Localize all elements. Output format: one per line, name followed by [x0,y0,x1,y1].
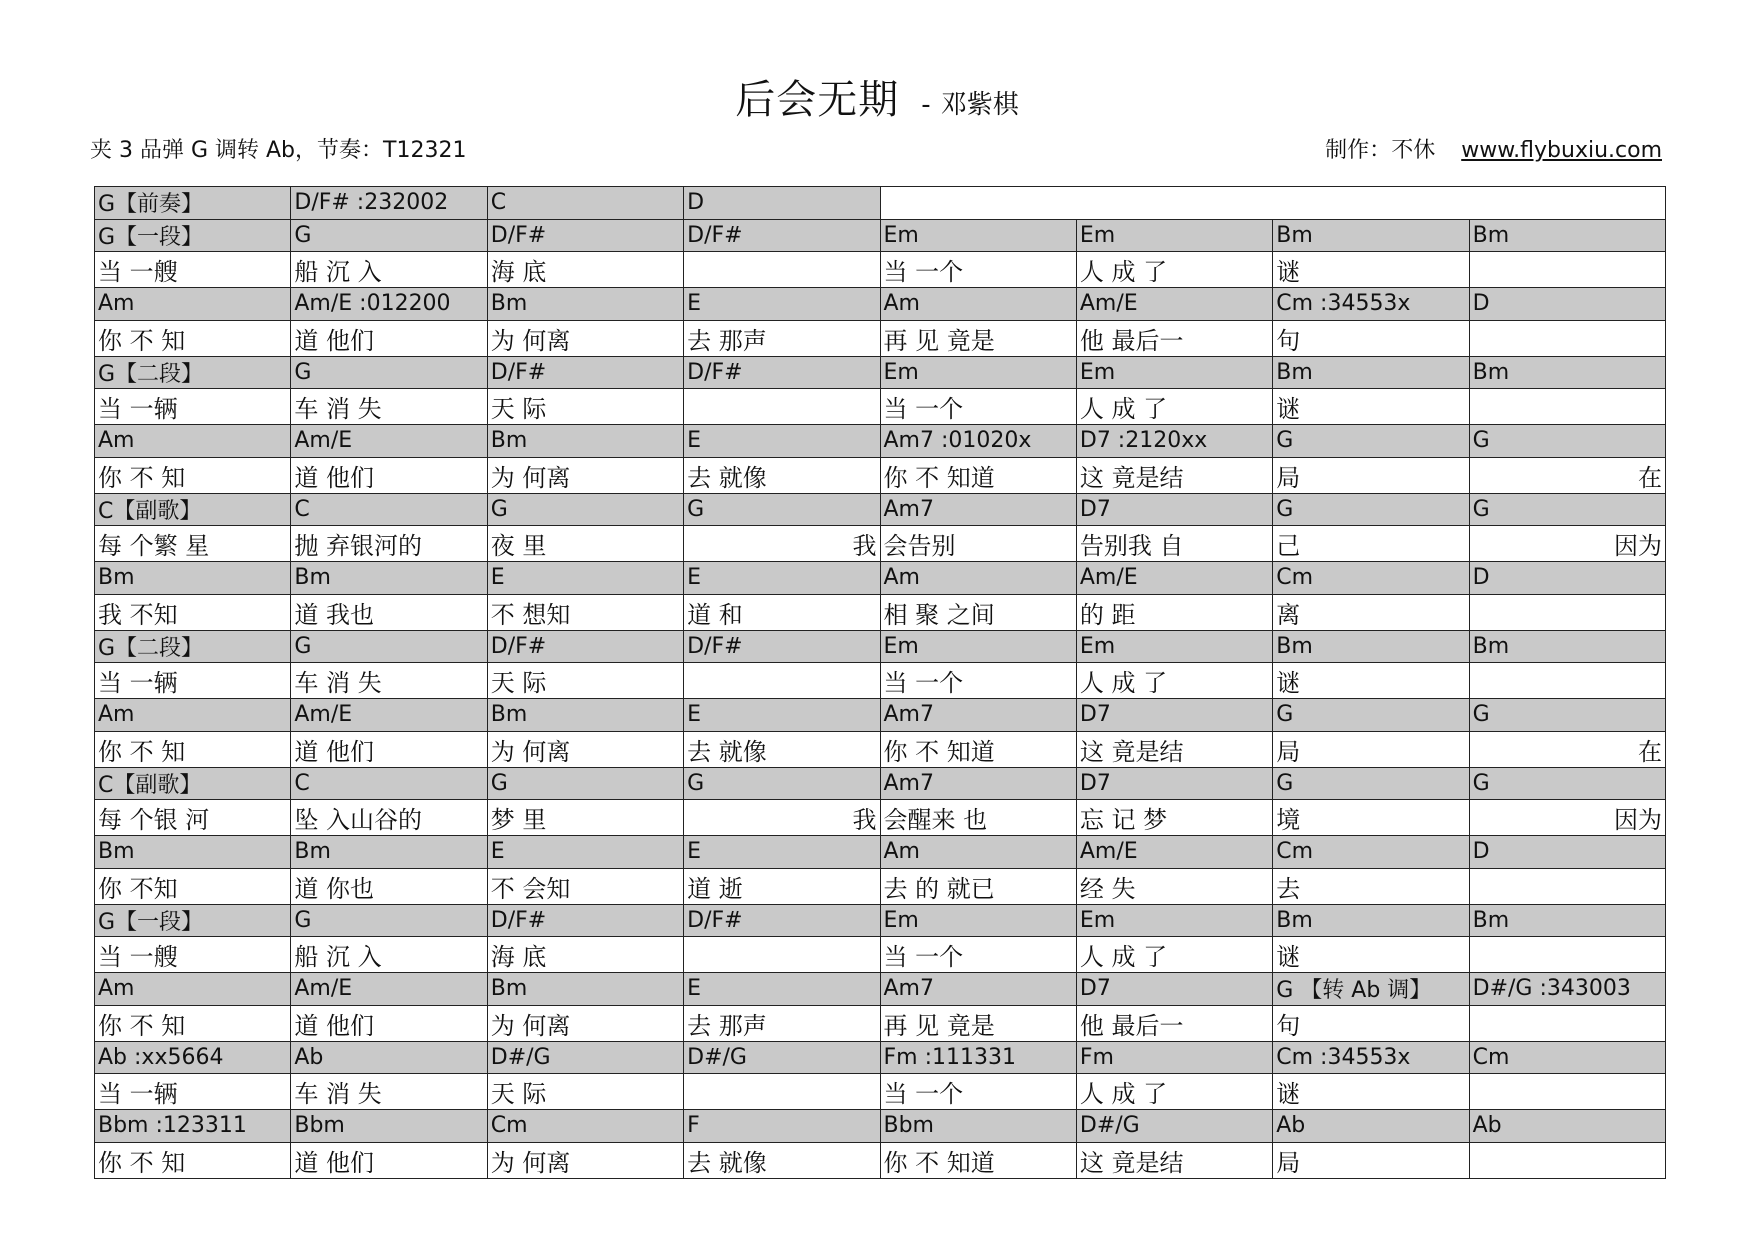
chord-cell: Ab [1273,1110,1469,1143]
chord-cell: E [684,425,880,458]
empty-cell [880,187,1666,220]
lyric-cell: 再 见 竟是 [880,320,1076,356]
lyric-cell: 在 [1469,731,1665,767]
lyric-cell: 为 何离 [487,731,683,767]
song-title: 后会无期 [735,77,900,123]
lyric-cell: 不 想知 [487,594,683,630]
chord-cell: D [1469,562,1665,595]
lyric-cell: 天 际 [487,663,683,699]
chord-cell: D [1469,288,1665,321]
lyric-cell: 车 消 失 [291,1074,487,1110]
chord-row [95,425,1666,458]
chord-cell: Bbm :123311 [95,1110,291,1143]
lyric-cell: 当 一个 [880,1074,1076,1110]
chord-cell: D7 :2120xx [1076,425,1272,458]
chord-cell: Cm :34553x [1273,288,1469,321]
lyric-cell: 人 成 了 [1076,1074,1272,1110]
chord-cell: G【一段】 [95,219,291,252]
chord-cell: Bm [1273,356,1469,389]
lyric-cell: 告别我 自 [1076,526,1272,562]
chord-cell: Em [880,356,1076,389]
chord-cell: Em [880,904,1076,937]
chord-cell: Am7 :01020x [880,425,1076,458]
lyric-cell: 去 就像 [684,457,880,493]
lyric-cell: 当 一艘 [95,252,291,288]
chord-cell: Cm [1273,562,1469,595]
lyric-cell: 的 距 [1076,594,1272,630]
lyric-cell: 海 底 [487,252,683,288]
lyric-cell [1469,1142,1665,1178]
chord-cell: Fm :111331 [880,1041,1076,1074]
lyric-cell: 他 最后一 [1076,320,1272,356]
lyric-cell: 每 个繁 星 [95,526,291,562]
chord-cell: D7 [1076,767,1272,800]
chord-cell: G [1273,767,1469,800]
lyric-cell: 梦 里 [487,800,683,836]
lyric-cell: 谜 [1273,663,1469,699]
chord-cell: D/F# [684,219,880,252]
chord-cell: E [487,562,683,595]
chord-cell: D [684,187,880,220]
chord-cell: E [684,836,880,869]
lyric-cell: 当 一个 [880,389,1076,425]
lyric-cell: 会告别 [880,526,1076,562]
chord-row [95,356,1666,389]
lyric-cell: 夜 里 [487,526,683,562]
lyric-cell: 道 他们 [291,1142,487,1178]
chord-cell: Cm [1469,1041,1665,1074]
chord-cell: Am/E [1076,288,1272,321]
lyric-cell: 去 的 就已 [880,868,1076,904]
lyric-cell [1469,594,1665,630]
chord-cell: G [1469,493,1665,526]
chord-row [95,219,1666,252]
chord-cell: G【二段】 [95,356,291,389]
chord-cell: D7 [1076,699,1272,732]
chord-cell: Bm [291,562,487,595]
lyric-cell: 在 [1469,457,1665,493]
chord-cell: G【一段】 [95,904,291,937]
lyric-cell: 境 [1273,800,1469,836]
chord-cell: Am/E [291,425,487,458]
chord-cell: Cm [487,1110,683,1143]
lyric-cell: 会醒来 也 [880,800,1076,836]
chord-cell: Am [95,973,291,1006]
lyric-cell: 抛 弃银河的 [291,526,487,562]
chord-cell: Ab :xx5664 [95,1041,291,1074]
chord-cell: G [1469,425,1665,458]
lyric-cell: 你 不 知 [95,1005,291,1041]
chord-row [95,562,1666,595]
lyric-cell [684,389,880,425]
lyric-cell: 离 [1273,594,1469,630]
chord-cell: Am/E [291,973,487,1006]
chord-cell: G [1273,425,1469,458]
chord-cell: Em [1076,356,1272,389]
chord-cell: G【二段】 [95,630,291,663]
lyric-cell: 去 就像 [684,1142,880,1178]
lyric-cell [1469,1074,1665,1110]
capo-info: 夹 3 品弹 G 调转 Ab，节奏：T12321 [90,138,467,163]
chord-sheet-body [95,187,1666,1179]
lyric-cell: 我 [684,526,880,562]
lyric-cell: 局 [1273,457,1469,493]
lyric-cell: 人 成 了 [1076,252,1272,288]
lyric-cell: 我 [684,800,880,836]
lyric-cell: 船 沉 入 [291,937,487,973]
chord-cell: F [684,1110,880,1143]
lyric-cell: 这 竟是结 [1076,1142,1272,1178]
chord-cell: E [684,973,880,1006]
lyric-cell: 这 竟是结 [1076,731,1272,767]
lyric-cell: 再 见 竟是 [880,1005,1076,1041]
chord-cell: G [1273,493,1469,526]
chord-row [95,699,1666,732]
lyric-row [95,457,1666,493]
lyric-cell: 句 [1273,1005,1469,1041]
chord-cell: Am/E [1076,836,1272,869]
chord-cell: C【副歌】 [95,767,291,800]
chord-cell: G [1273,699,1469,732]
lyric-cell [1469,389,1665,425]
lyric-cell: 谜 [1273,389,1469,425]
chord-cell: G [291,356,487,389]
chord-cell: D#/G [1076,1110,1272,1143]
lyric-cell: 句 [1273,320,1469,356]
chord-cell: Bbm [291,1110,487,1143]
chord-cell: G [684,493,880,526]
chord-cell: Bm [487,973,683,1006]
chord-cell: Am/E [1076,562,1272,595]
chord-cell: D/F# [684,356,880,389]
chord-row [95,187,1666,220]
chord-cell: Bm [95,836,291,869]
lyric-cell: 车 消 失 [291,389,487,425]
title-line [0,68,1754,125]
lyric-cell: 经 失 [1076,868,1272,904]
chord-cell: Am [95,699,291,732]
lyric-cell: 你 不 知 [95,457,291,493]
chord-cell: G【前奏】 [95,187,291,220]
lyric-cell: 他 最后一 [1076,1005,1272,1041]
chord-cell: Em [1076,904,1272,937]
chord-cell: Bm [291,836,487,869]
chord-cell: Bm [487,288,683,321]
lyric-cell [1469,320,1665,356]
lyric-cell: 因为 [1469,800,1665,836]
lyric-cell [1469,252,1665,288]
lyric-row [95,252,1666,288]
chord-cell: Bm [1469,630,1665,663]
chord-cell: G [291,904,487,937]
lyric-cell: 为 何离 [487,1142,683,1178]
chord-cell: G [1469,699,1665,732]
lyric-cell: 道 他们 [291,731,487,767]
chord-row [95,836,1666,869]
chord-row [95,767,1666,800]
chord-cell: Am7 [880,767,1076,800]
lyric-cell: 你 不 知道 [880,457,1076,493]
lyric-cell: 去 [1273,868,1469,904]
lyric-cell: 车 消 失 [291,663,487,699]
chord-cell: G [1469,767,1665,800]
lyric-cell: 当 一辆 [95,1074,291,1110]
lyric-row [95,868,1666,904]
lyric-cell: 为 何离 [487,1005,683,1041]
lyric-cell [684,1074,880,1110]
chord-row [95,630,1666,663]
chord-cell: G [684,767,880,800]
chord-cell: Cm :34553x [1273,1041,1469,1074]
lyric-cell: 当 一个 [880,937,1076,973]
chord-cell: D/F# [487,630,683,663]
chord-cell: Bm [1469,219,1665,252]
chord-cell: Am/E :012200 [291,288,487,321]
chord-cell: D [1469,836,1665,869]
lyric-cell: 因为 [1469,526,1665,562]
chord-cell: D/F# [684,904,880,937]
chord-cell: Am/E [291,699,487,732]
chord-cell: D/F# [684,630,880,663]
lyric-cell [1469,663,1665,699]
chord-cell: Am [880,836,1076,869]
lyric-cell: 坠 入山谷的 [291,800,487,836]
lyric-cell: 当 一辆 [95,663,291,699]
lyric-cell: 当 一辆 [95,389,291,425]
chord-cell: Bm [487,425,683,458]
chord-cell: C [487,187,683,220]
chord-row [95,288,1666,321]
chord-cell: Em [880,219,1076,252]
lyric-cell: 去 那声 [684,320,880,356]
lyric-row [95,526,1666,562]
chord-cell: C [291,493,487,526]
lyric-cell [684,252,880,288]
lyric-cell: 天 际 [487,389,683,425]
lyric-cell: 当 一个 [880,663,1076,699]
lyric-cell: 谜 [1273,1074,1469,1110]
chord-row [95,973,1666,1006]
lyric-row [95,1074,1666,1110]
lyric-cell [1469,937,1665,973]
chord-cell: G [291,630,487,663]
lyric-cell: 我 不知 [95,594,291,630]
lyric-row [95,731,1666,767]
chord-row [95,1110,1666,1143]
chord-cell: Am7 [880,493,1076,526]
lyric-cell: 这 竟是结 [1076,457,1272,493]
chord-row [95,493,1666,526]
lyric-cell: 你 不 知道 [880,1142,1076,1178]
chord-cell: Bm [1273,219,1469,252]
chord-cell: Am7 [880,973,1076,1006]
chord-cell: Ab [1469,1110,1665,1143]
lyric-cell: 道 逝 [684,868,880,904]
chord-cell: D7 [1076,493,1272,526]
chord-cell: Bm [1273,904,1469,937]
chord-cell: G [291,219,487,252]
chord-cell: E [684,562,880,595]
chord-cell: Ab [291,1041,487,1074]
lyric-row [95,800,1666,836]
lyric-cell: 道 我也 [291,594,487,630]
artist-name: 邓紫棋 [940,90,1019,120]
lyric-row [95,389,1666,425]
chord-cell: Am [95,425,291,458]
chord-cell: Bm [1469,904,1665,937]
chord-sheet [94,186,1666,1179]
chord-cell: Bm [487,699,683,732]
lyric-cell: 局 [1273,731,1469,767]
lyric-cell: 人 成 了 [1076,389,1272,425]
chord-cell: Am [95,288,291,321]
chord-cell: Am7 [880,699,1076,732]
lyric-cell: 谜 [1273,252,1469,288]
chord-row [95,1041,1666,1074]
chord-cell: G [487,493,683,526]
lyric-cell: 去 那声 [684,1005,880,1041]
credit-name: 不休 [1391,138,1436,163]
lyric-cell: 你 不 知 [95,1142,291,1178]
lyric-cell: 己 [1273,526,1469,562]
chord-cell: D7 [1076,973,1272,1006]
chord-row [95,904,1666,937]
chord-cell: D/F# :232002 [291,187,487,220]
chord-cell: D#/G [487,1041,683,1074]
lyric-cell: 天 际 [487,1074,683,1110]
lyric-cell: 道 他们 [291,1005,487,1041]
lyric-cell [684,663,880,699]
title-separator: - [921,90,931,120]
lyric-cell: 道 他们 [291,457,487,493]
chord-cell: D#/G :343003 [1469,973,1665,1006]
lyric-cell: 去 就像 [684,731,880,767]
lyric-cell: 人 成 了 [1076,937,1272,973]
lyric-cell: 你 不知 [95,868,291,904]
chord-cell: Em [1076,630,1272,663]
chord-cell: E [684,699,880,732]
lyric-cell: 每 个银 河 [95,800,291,836]
lyric-cell: 你 不 知 [95,320,291,356]
lyric-cell [1469,868,1665,904]
lyric-cell: 人 成 了 [1076,663,1272,699]
chord-cell: E [487,836,683,869]
chord-cell: G 【转 Ab 调】 [1273,973,1469,1006]
lyric-row [95,663,1666,699]
website-link[interactable]: www.flybuxiu.com [1461,138,1662,163]
lyric-cell: 谜 [1273,937,1469,973]
chord-cell: E [684,288,880,321]
lyric-cell: 船 沉 入 [291,252,487,288]
lyric-cell: 忘 记 梦 [1076,800,1272,836]
chord-cell: Fm [1076,1041,1272,1074]
lyric-cell: 道 你也 [291,868,487,904]
lyric-cell: 为 何离 [487,457,683,493]
chord-cell: Bm [1469,356,1665,389]
chord-cell: Em [880,630,1076,663]
chord-cell: Cm [1273,836,1469,869]
chord-cell: C【副歌】 [95,493,291,526]
chord-cell: Bbm [880,1110,1076,1143]
chord-cell: D/F# [487,904,683,937]
lyric-cell: 道 他们 [291,320,487,356]
lyric-cell: 当 一个 [880,252,1076,288]
chord-cell: Bm [1273,630,1469,663]
credit-label: 制作： [1325,138,1392,163]
chord-cell: D/F# [487,356,683,389]
lyric-row [95,1005,1666,1041]
lyric-cell: 海 底 [487,937,683,973]
chord-cell: G [487,767,683,800]
chord-cell: Em [1076,219,1272,252]
lyric-cell: 局 [1273,1142,1469,1178]
chord-cell: Am [880,288,1076,321]
lyric-cell: 你 不 知道 [880,731,1076,767]
lyric-cell: 当 一艘 [95,937,291,973]
lyric-row [95,320,1666,356]
chord-cell: D#/G [684,1041,880,1074]
credit [1325,133,1662,164]
lyric-cell [1469,1005,1665,1041]
lyric-cell: 你 不 知 [95,731,291,767]
lyric-cell [684,937,880,973]
lyric-row [95,937,1666,973]
lyric-cell: 道 和 [684,594,880,630]
chord-cell: C [291,767,487,800]
lyric-row [95,594,1666,630]
lyric-cell: 不 会知 [487,868,683,904]
lyric-cell: 相 聚 之间 [880,594,1076,630]
lyric-cell: 为 何离 [487,320,683,356]
chord-cell: Bm [95,562,291,595]
lyric-row [95,1142,1666,1178]
chord-cell: Am [880,562,1076,595]
chord-cell: D/F# [487,219,683,252]
